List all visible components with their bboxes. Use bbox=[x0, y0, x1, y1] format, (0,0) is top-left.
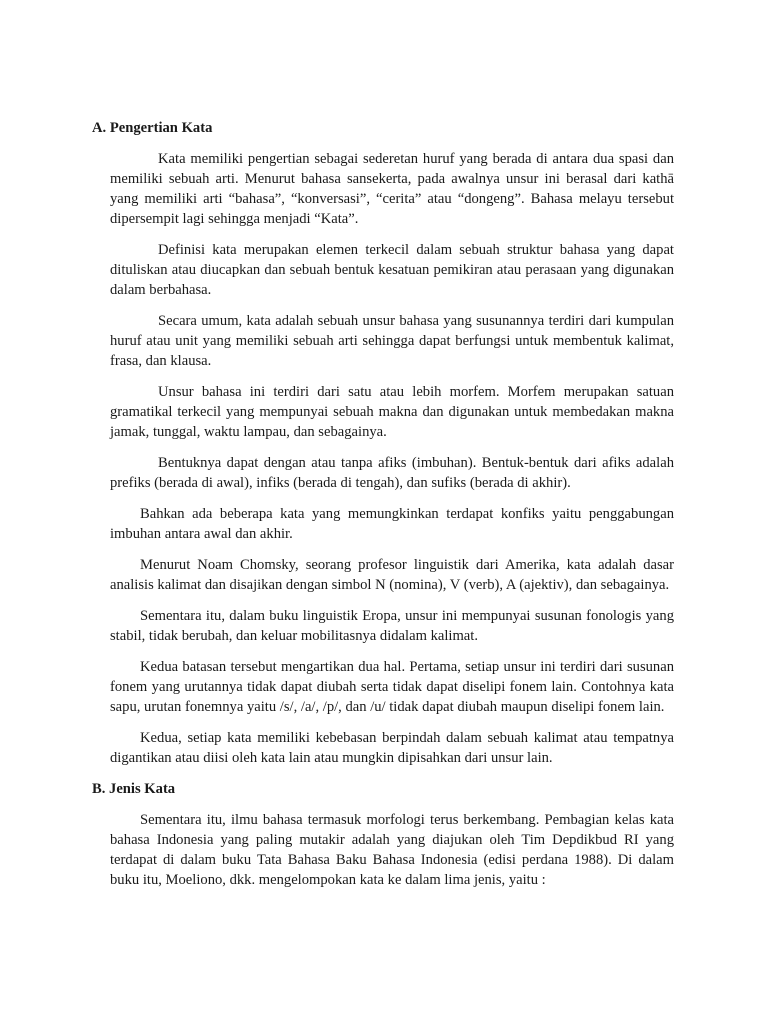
paragraph: Unsur bahasa ini terdiri dari satu atau lebih morfem. Morfem merupakan satuan gramatikal terkecil yang mempunyai sebuah makna dan digunakan untuk membedakan makna jamak, tunggal, waktu lampau, dan sebagainya. bbox=[110, 384, 674, 440]
paragraph: Definisi kata merupakan elemen terkecil dalam sebuah struktur bahasa yang dapat dituliskan atau diucapkan dan sebuah bentuk kesatuan pemikiran atau perasaan yang digunakan dalam berbahasa. bbox=[110, 242, 674, 298]
paragraph: Kedua batasan tersebut mengartikan dua hal. Pertama, setiap unsur ini terdiri dari susunan fonem yang urutannya tidak dapat diubah serta tidak dapat diselipi fonem lain. Contohnya kata sapu, urutan fonemnya yaitu /s/, /a/, /p/, dan /u/ tidak dapat diubah maupun diselipi fonem lain. bbox=[110, 659, 674, 715]
section-heading-jenis-kata: B. Jenis Kata bbox=[92, 781, 176, 797]
paragraph: Bahkan ada beberapa kata yang memungkinkan terdapat konfiks yaitu penggabungan imbuhan antara awal dan akhir. bbox=[110, 506, 674, 542]
paragraph: Sementara itu, ilmu bahasa termasuk morfologi terus berkembang. Pembagian kelas kata bahasa Indonesia yang paling mutakir adalah yang diajukan oleh Tim Depdikbud RI yang terdapat di dalam buku Tata Bahasa Baku Bahasa Indonesia (edisi perdana 1988). Di dalam buku itu, Moeliono, dkk. mengelompokan kata ke dalam lima jenis, yaitu : bbox=[110, 812, 674, 888]
paragraph: Bentuknya dapat dengan atau tanpa afiks (imbuhan). Bentuk-bentuk dari afiks adalah prefiks (berada di awal), infiks (berada di tengah), dan sufiks (berada di akhir). bbox=[110, 455, 674, 491]
paragraph: Secara umum, kata adalah sebuah unsur bahasa yang susunannya terdiri dari kumpulan huruf atau unit yang memiliki sebuah arti sehingga dapat berfungsi untuk membentuk kalimat, frasa, dan klausa. bbox=[110, 313, 674, 369]
paragraph: Kedua, setiap kata memiliki kebebasan berpindah dalam sebuah kalimat atau tempatnya digantikan atau diisi oleh kata lain atau mungkin dipisahkan dari unsur lain. bbox=[110, 730, 674, 766]
section-heading-pengertian-kata: A. Pengertian Kata bbox=[92, 120, 213, 136]
paragraph: Sementara itu, dalam buku linguistik Eropa, unsur ini mempunyai susunan fonologis yang stabil, tidak berubah, dan keluar mobilitasnya didalam kalimat. bbox=[110, 608, 674, 644]
paragraph: Kata memiliki pengertian sebagai sederetan huruf yang berada di antara dua spasi dan memiliki sebuah arti. Menurut bahasa sansekerta, pada awalnya unsur ini berasal dari kathā yang memiliki arti “bahasa”, “konversasi”, “cerita” atau “dongeng”. Bahasa melayu tersebut dipersempit lagi sehingga menjadi “Kata”. bbox=[110, 151, 674, 227]
paragraph: Menurut Noam Chomsky, seorang profesor linguistik dari Amerika, kata adalah dasar analisis kalimat dan disajikan dengan simbol N (nomina), V (verb), A (ajektiv), dan sebagainya. bbox=[110, 557, 674, 593]
document-body bbox=[92, 118, 674, 901]
